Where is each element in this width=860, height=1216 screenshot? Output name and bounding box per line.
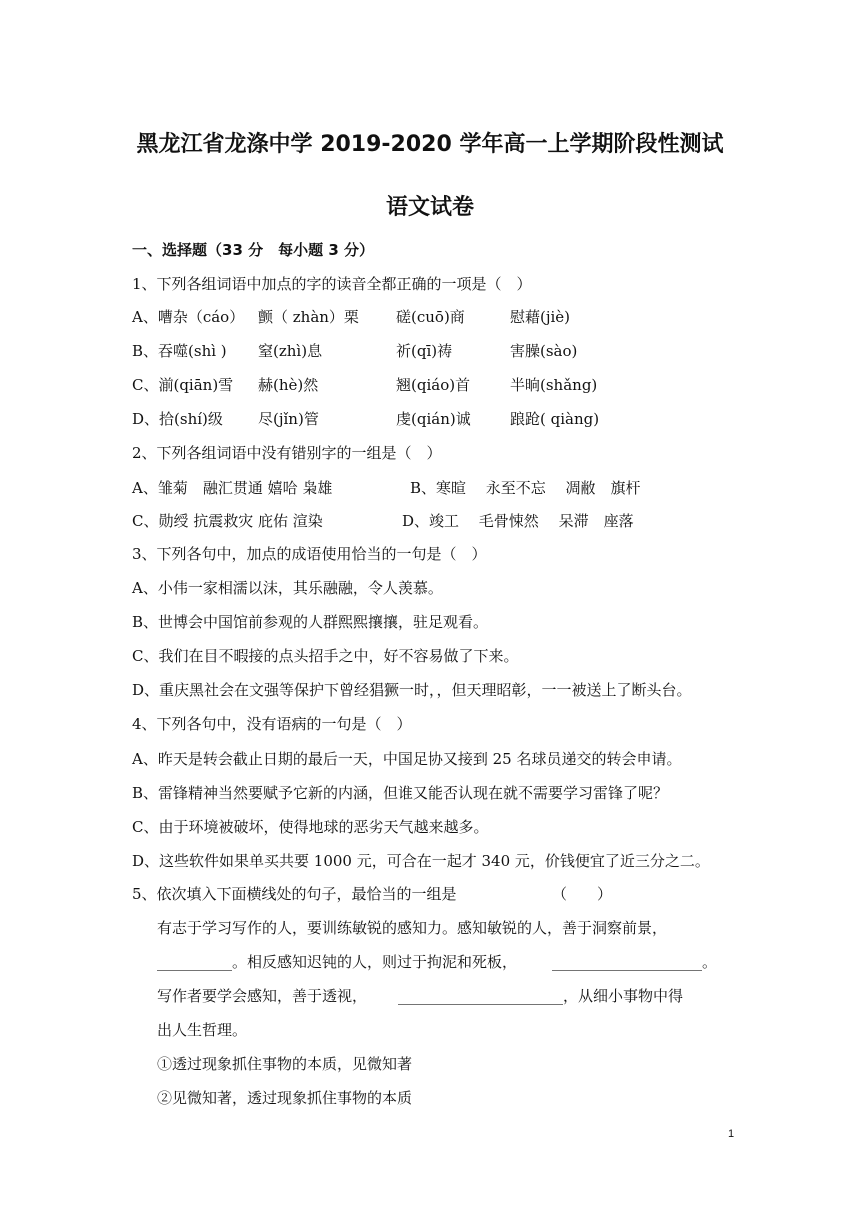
q5-passage-line-3b: ______________________，从细小事物中得 [398,987,684,1005]
q1-option-a-4: 慰藉(jiè) [510,308,571,326]
q1-option-d-1: D、拾(shí)级 [132,410,223,428]
question-5-stem: 5、依次填入下面横线处的句子，最恰当的一组是 [132,885,457,903]
q3-option-b: B、世博会中国馆前参观的人群熙熙攘攘，驻足观看。 [132,613,489,631]
q4-option-a: A、昨天是转会截止日期的最后一天，中国足协又接到 25 名球员递交的转会申请。 [132,750,682,768]
question-3-stem: 3、下列各句中，加点的成语使用恰当的一句是（ ） [132,545,487,563]
q1-option-a-1: A、嘈杂（cáo） [132,308,245,326]
q1-option-a-3: 磋(cuō)商 [396,308,465,326]
q1-option-b-2: 窒(zhì)息 [258,342,323,360]
q5-passage-line-2b: ____________________。 [552,953,718,971]
q5-passage-line-3a: 写作者要学会感知，善于透视， [157,987,368,1005]
q4-option-b: B、雷锋精神当然要赋予它新的内涵，但谁又能否认现在就不需要学习雷锋了呢？ [132,784,669,802]
q1-option-c-2: 赫(hè)然 [258,376,319,394]
q3-option-c: C、我们在目不暇接的点头招手之中，好不容易做了下来。 [132,647,519,665]
q2-option-b: B、寒暄 永至不忘 凋敝 旗杆 [410,479,641,497]
q1-option-c-1: C、湔(qiān)雪 [132,376,234,394]
question-4-stem: 4、下列各句中，没有语病的一句是（ ） [132,715,412,733]
q5-passage-line-4: 出人生哲理。 [157,1021,248,1039]
document-title: 黑龙江省龙涤中学 2019-2020 学年高一上学期阶段性测试 [136,132,724,157]
q1-option-d-3: 虔(qián)诚 [396,410,471,428]
q2-option-d: D、竣工 毛骨悚然 呆滞 座落 [402,512,634,530]
q4-option-d: D、这些软件如果单买共要 1000 元，可合在一起才 340 元，价钱便宜了近三分之二。 [132,852,710,870]
q1-option-d-4: 踉跄( qiàng) [510,410,600,428]
q4-option-c: C、由于环境被破坏，使得地球的恶劣天气越来越多。 [132,818,489,836]
q5-choice-2: ②见微知著，透过现象抓住事物的本质 [157,1089,413,1107]
q1-option-c-3: 翘(qiáo)首 [396,376,471,394]
q1-option-b-3: 祈(qī)祷 [396,342,453,360]
q1-option-c-4: 半晌(shǎng) [510,376,598,394]
q5-passage-line-1: 有志于学习写作的人，要训练敏锐的感知力。感知敏锐的人，善于洞察前景， [157,919,668,937]
q3-option-a: A、小伟一家相濡以沫，其乐融融，令人羡慕。 [132,579,443,597]
page-number: 1 [728,1128,735,1140]
q1-option-b-4: 害臊(sào) [510,342,578,360]
section-heading: 一、选择题（33 分 每小题 3 分） [132,241,374,259]
q1-option-a-2: 颤（ zhàn）栗 [258,308,359,326]
q2-option-a: A、雏菊 融汇贯通 嬉哈 枭雄 [132,479,333,497]
document-subtitle: 语文试卷 [385,195,474,220]
q5-passage-line-2a: __________。相反感知迟钝的人，则过于拘泥和死板， [157,953,518,971]
q5-choice-1: ①透过现象抓住事物的本质，见微知著 [157,1055,413,1073]
question-1-stem: 1、下列各组词语中加点的字的读音全都正确的一项是（ ） [132,275,532,293]
question-2-stem: 2、下列各组词语中没有错别字的一组是（ ） [132,444,442,462]
q2-option-c: C、勋绶 抗震救灾 庇佑 渲染 [132,512,323,530]
q5-answer-paren: （ ） [552,885,613,903]
q3-option-d: D、重庆黑社会在文强等保护下曾经猖獗一时，，但天理昭彰，一一被送上了断头台。 [132,681,692,699]
q1-option-d-2: 尽(jǐn)管 [258,410,319,428]
q1-option-b-1: B、吞噬(shì ) [132,342,227,360]
